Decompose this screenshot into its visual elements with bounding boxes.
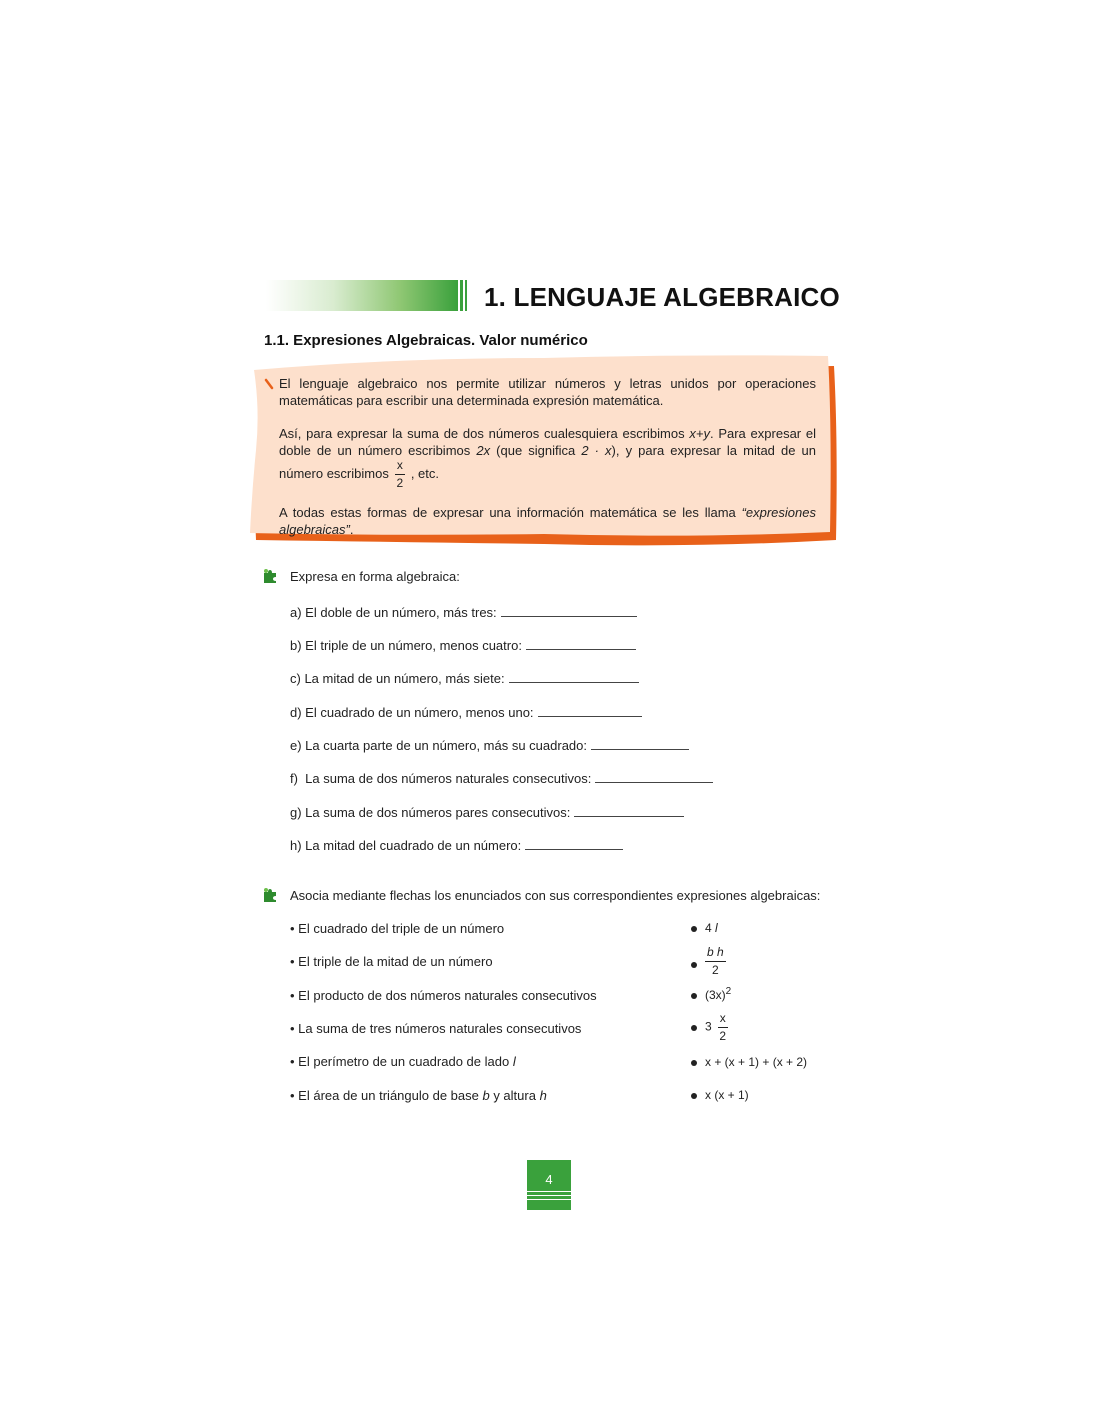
variable-l: l [512,1054,516,1069]
info-text-segment: Así, para expresar la suma de dos números cualesquiera escribimos [279,426,690,441]
bullet-dot [691,993,697,999]
bullet-dot [691,1060,697,1066]
statement-2[interactable]: • El triple de la mitad de un número [290,954,493,969]
item-text: h) La mitad del cuadrado de un número: [290,838,522,853]
badge-line [527,1195,571,1196]
statement-6[interactable] [290,1088,547,1103]
expression-3x-squared[interactable] [691,986,731,1002]
info-text [279,375,816,538]
info-text-segment: A todas estas formas de expresar una información matemática se les llama [279,505,742,520]
answer-blank[interactable] [501,602,637,617]
fraction-denominator: 2 [719,1029,727,1043]
info-math-2x: 2x [476,443,491,458]
exercise-1-item-a [290,602,637,620]
item-text: f) La suma de dos números naturales consecutivos: [290,771,592,786]
item-text: b) El triple de un número, menos cuatro: [290,638,522,653]
answer-blank[interactable] [591,735,689,750]
fraction-bh-over-2 [705,946,726,977]
statement-1[interactable]: • El cuadrado del triple de un número [290,921,505,936]
answer-blank[interactable] [538,702,642,717]
title-gradient-bar [266,280,458,311]
info-math-2-times-x: 2 · x [581,443,612,458]
section-title: 1.1. Expresiones Algebraicas. Valor numérico [264,332,588,349]
exponent: 2 [725,986,732,997]
statement-3[interactable]: • El producto de dos números naturales consecutivos [290,988,597,1003]
bullet-dot [691,1025,697,1031]
expression-text: (3x) [705,988,726,1002]
exercise-1-heading: Expresa en forma algebraica: [290,569,460,584]
exercise-1-item-b [290,635,636,653]
exercise-1-item-c [290,668,639,686]
statement-5[interactable] [290,1054,516,1069]
info-text-segment: (que significa [490,443,582,458]
variable-h: h [539,1088,547,1103]
fraction-denominator: 2 [712,963,719,977]
exercise-1-item-h [290,835,623,853]
badge-line [527,1199,571,1200]
expression-sum-three[interactable] [691,1055,807,1069]
item-text: e) La cuarta parte de un número, más su cuadrado: [290,738,588,753]
info-text-segment: . Para expresar el doble de un número escribimos [279,426,817,458]
page-title: 1. LENGUAJE ALGEBRAICO [484,282,840,312]
expression-bh-over-2[interactable] [691,946,732,977]
info-text-segment: ), y para expresar la mitad de un número escribimos [279,443,816,481]
expression-product[interactable] [691,1088,749,1102]
info-paragraph-3 [279,504,816,538]
answer-blank[interactable] [526,635,636,650]
variable-b: b [482,1088,490,1103]
exercise-1-item-g [290,802,684,820]
puzzle-icon [262,568,278,584]
expression-3-x-over-2[interactable] [691,1012,734,1043]
statement-text: • El área de un triángulo de base [290,1088,483,1103]
fraction-x-over-2 [718,1012,728,1043]
item-text: c) La mitad de un número, más siete: [290,671,505,686]
exercise-1-item-d [290,702,642,720]
info-paragraph-1: El lenguaje algebraico nos permite utilizar números y letras unidos por operaciones matemáticas para escribir una determinada expresión matemática. [279,376,816,408]
expression-text: 3 [705,1019,712,1034]
expression-text: x + (x + 1) + (x + 2) [705,1055,808,1069]
fraction-numerator: x [718,1012,728,1028]
item-text: d) El cuadrado de un número, menos uno: [290,705,534,720]
puzzle-icon [262,887,278,903]
info-text-segment: . [349,522,354,537]
expression-text: 4 [705,921,712,935]
answer-blank[interactable] [525,835,623,850]
exercise-1-item-f [290,768,713,786]
answer-blank[interactable] [595,768,713,783]
info-math-x-plus-y: x+y [689,426,710,441]
answer-blank[interactable] [574,802,684,817]
fraction-denominator: 2 [396,476,404,490]
fraction-numerator: b h [705,946,726,962]
exercise-1-item-e [290,735,689,753]
page-number-badge [527,1160,571,1210]
bullet-dot [691,962,697,968]
badge-line [527,1191,571,1192]
item-text: a) El doble de un número, más tres: [290,605,497,620]
info-term-expresiones: “expresiones algebraicas” [279,505,816,537]
info-fraction-x-over-2 [395,459,405,490]
page-number: 4 [545,1172,553,1187]
statement-4[interactable]: • La suma de tres números naturales consecutivos [290,1021,582,1036]
info-text-segment: , etc. [410,465,440,481]
expression-4l[interactable] [691,921,718,935]
answer-blank[interactable] [509,668,639,683]
fraction-numerator: x [395,459,405,475]
expression-text: x (x + 1) [705,1088,749,1102]
variable-l: l [715,921,718,935]
info-paragraph-2 [279,425,816,490]
item-text: g) La suma de dos números pares consecutivos: [290,805,571,820]
statement-text: y altura [489,1088,540,1103]
bullet-dot [691,926,697,932]
bullet-dot [691,1093,697,1099]
exercise-2-heading: Asocia mediante flechas los enunciados con sus correspondientes expresiones algebraicas: [290,888,821,903]
statement-text: • El perímetro de un cuadrado de lado [290,1054,513,1069]
